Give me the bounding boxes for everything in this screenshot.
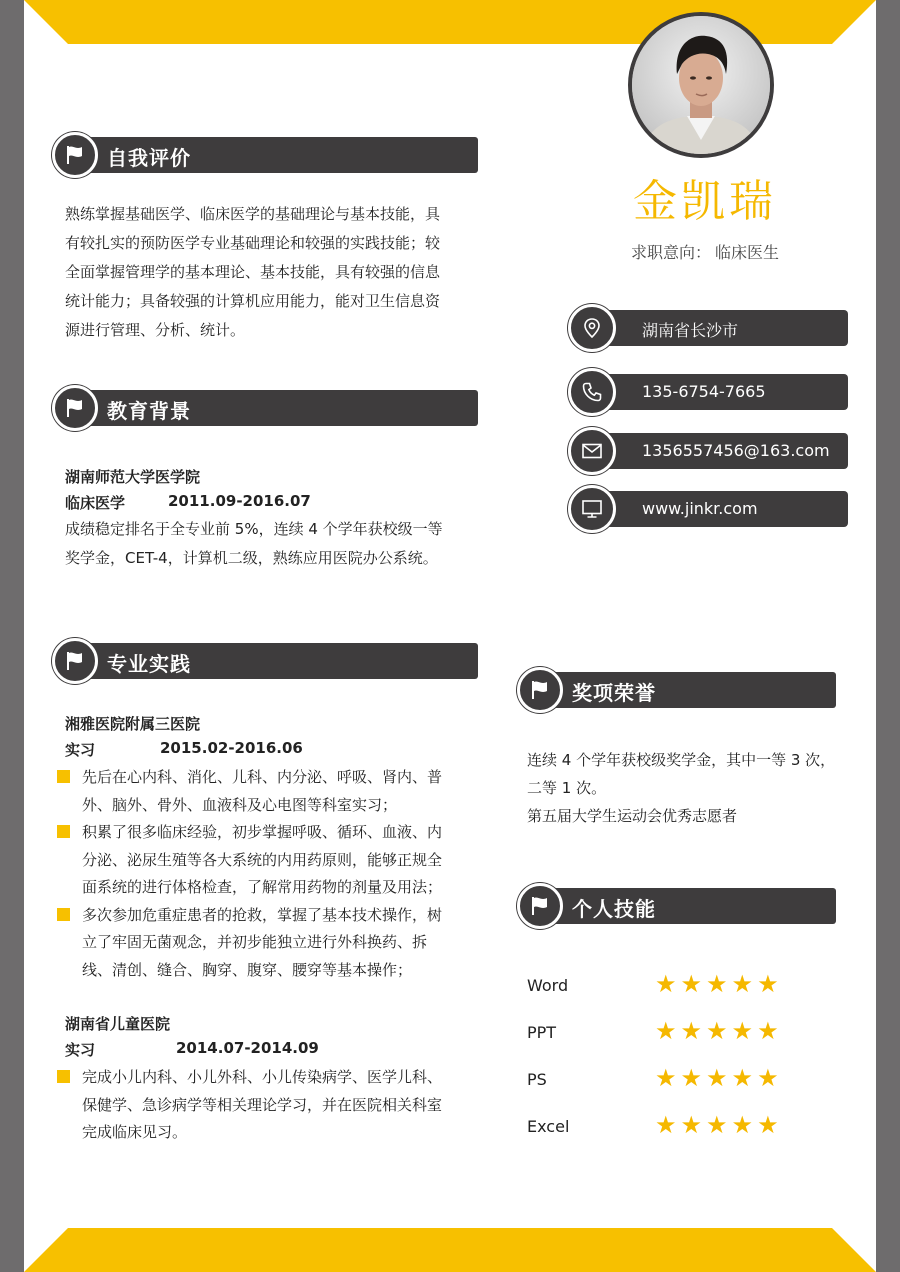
skill-name: PS: [527, 1070, 547, 1089]
list-item: 积累了很多临床经验，初步掌握呼吸、循环、血液、内 分泌、泌尿生殖等各大系统的内用药原则，能够正规全 面系统的进行体格检查，了解常用药物的剂量及用法；: [57, 819, 477, 902]
flag-icon: [52, 638, 98, 684]
job-role-line: [65, 739, 465, 760]
candidate-name: 金凯瑞: [633, 176, 777, 227]
section-title: 自我评价: [107, 146, 191, 170]
education-major-line: [65, 492, 465, 513]
star-rating: ★★★★★: [655, 1064, 783, 1092]
location-pin-icon: [568, 304, 616, 352]
section-header-self-eval: [52, 137, 478, 173]
skill-name: Word: [527, 976, 569, 995]
flag-icon: [517, 667, 563, 713]
job-bullet-list: [57, 764, 477, 984]
job-period: 2015.02-2016.06: [160, 739, 303, 757]
left-frame-strip: [0, 0, 24, 1272]
job-role-line: [65, 1039, 465, 1060]
job-org: 湘雅医院附属三医院: [65, 715, 201, 733]
job-role: 实习: [65, 741, 96, 759]
job-intent-value: 临床医生: [715, 243, 780, 262]
skill-name: PPT: [527, 1023, 557, 1042]
flag-icon: [52, 132, 98, 178]
job-intent-label: 求职意向：: [630, 243, 711, 262]
section-header-skills: [517, 888, 836, 924]
section-header-practice: [52, 643, 478, 679]
awards-text: 连续 4 个学年获校级奖学金，其中一等 3 次， 二等 1 次。 第五届大学生运动会优秀志愿者: [527, 751, 836, 825]
flag-icon: [52, 385, 98, 431]
skill-name: Excel: [527, 1117, 570, 1136]
section-header-awards: [517, 672, 836, 708]
job-intent: [580, 240, 830, 263]
monitor-icon: [568, 485, 616, 533]
job-org: 湖南省儿童医院: [65, 1015, 171, 1033]
contact-email: [568, 427, 848, 475]
top-accent-band: [0, 0, 900, 44]
contact-text: 湖南省长沙市: [642, 321, 739, 340]
job-bullet-list: [57, 1064, 477, 1147]
avatar: [628, 12, 774, 158]
section-header-education: [52, 390, 478, 426]
list-item: 多次参加危重症患者的抢救，掌握了基本技术操作，树 立了牢固无菌观念，并初步能独立进行外科换药、拆 线、清创、缝合、胸穿、腹穿、腰穿等基本操作；: [57, 902, 477, 985]
star-rating: ★★★★★: [655, 1111, 783, 1139]
school-name: 湖南师范大学医学院: [65, 468, 201, 486]
star-rating: ★★★★★: [655, 970, 783, 998]
contact-location: [568, 304, 848, 352]
major: 临床医学: [65, 494, 126, 512]
list-item: 先后在心内科、消化、儿科、内分泌、呼吸、肾内、普 外、脑外、骨外、血液科及心电图等科室实习；: [57, 764, 477, 819]
contact-text: 1356557456@163.com: [642, 441, 830, 460]
bottom-accent-band: [0, 1228, 900, 1272]
contact-phone: [568, 368, 848, 416]
list-item: 完成小儿内科、小儿外科、小儿传染病学、医学儿科、 保健学、急诊病学等相关理论学习，并在医院相关科室 完成临床见习。: [57, 1064, 477, 1147]
contact-website: [568, 485, 848, 533]
contact-text: www.jinkr.com: [642, 499, 758, 518]
section-title: 个人技能: [572, 897, 656, 921]
education-period: 2011.09-2016.07: [168, 492, 311, 510]
job-role: 实习: [65, 1041, 96, 1059]
mail-icon: [568, 427, 616, 475]
right-frame-strip: [876, 0, 900, 1272]
phone-icon: [568, 368, 616, 416]
contact-text: 135-6754-7665: [642, 382, 766, 401]
section-title: 奖项荣誉: [572, 681, 656, 705]
education-text: 成绩稳定排名于全专业前 5%，连续 4 个学年获校级一等 奖学金，CET-4，计算机二级，熟练应用医院办公系统。: [65, 520, 443, 567]
self-eval-text: 熟练掌握基础医学、临床医学的基础理论与基本技能，具 有较扎实的预防医学专业基础理论和较强的实践技能；较 全面掌握管理学的基本理论、基本技能，具有较强的信息 统计能力；具备较强的计算机应用能力，能对卫生信息资 源进行管理、分析、统计。: [65, 205, 441, 339]
job-period: 2014.07-2014.09: [176, 1039, 319, 1057]
section-title: 教育背景: [107, 399, 191, 423]
section-title: 专业实践: [107, 652, 191, 676]
flag-icon: [517, 883, 563, 929]
star-rating: ★★★★★: [655, 1017, 783, 1045]
